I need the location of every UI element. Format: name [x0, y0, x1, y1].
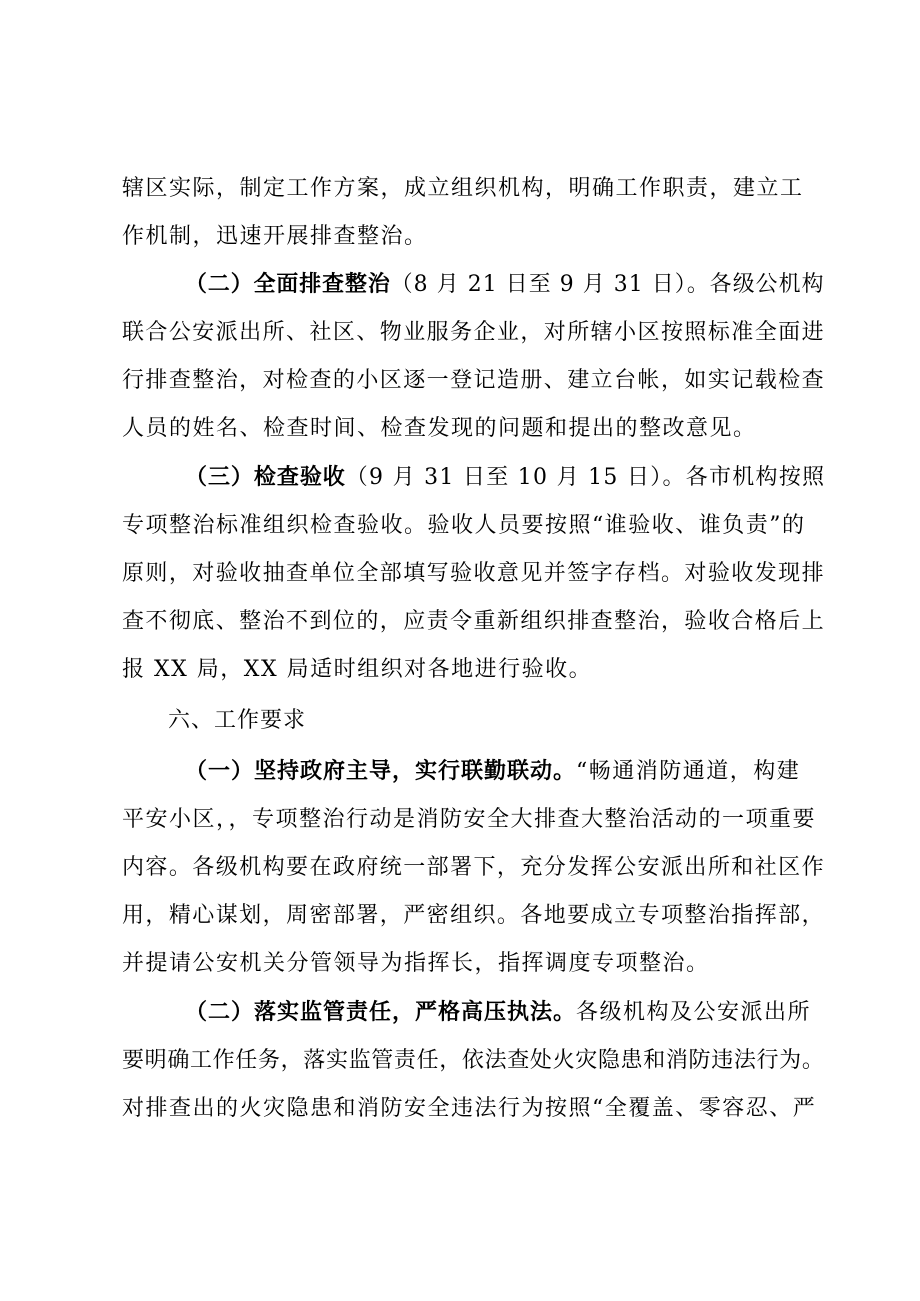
para4-line1	[185, 757, 800, 787]
para4-line3: 内容。各级机构要在政府统一部署下，充分发挥公安派出所和社区作	[122, 855, 826, 880]
para4-line2: 平安小区，，专项整治行动是消防安全大排查大整治活动的一项重要	[122, 807, 817, 832]
para2-line1-rest: （8 月 21 日至 9 月 31 日）。各级公机构	[390, 272, 825, 297]
para2-lead: （二）全面排查整治	[185, 272, 391, 297]
para1-line1: 辖区实际，制定工作方案，成立组织机构，明确工作职责，建立工	[122, 176, 804, 201]
para2-line1	[185, 270, 825, 300]
para4-line4: 用，精心谋划，周密部署，严密组织。各地要成立专项整治指挥部，	[122, 903, 826, 928]
para3-line2: 专项整治标准组织检查验收。验收人员要按照“谁验收、谁负责”的	[122, 513, 806, 538]
para3-line1-rest: （9 月 31 日至 10 月 15 日）。各市机构按照	[345, 465, 826, 490]
para3-line5: 报 XX 局，XX 局适时组织对各地进行验收。	[122, 657, 593, 682]
para2-line3: 行排查整治，对检查的小区逐一登记造册、建立台帐，如实记载检查	[122, 368, 826, 393]
section6-heading: 六、工作要求	[168, 708, 307, 733]
para4-lead: （一）坚持政府主导，实行联勤联动。	[185, 759, 577, 784]
para5-line1	[185, 998, 811, 1028]
para5-line2: 要明确工作任务，落实监管责任，依法查处火灾隐患和消防违法行为。	[122, 1048, 825, 1073]
para5-line1-rest: 各级机构及公安派出所	[576, 1000, 812, 1025]
para2-line2: 联合公安派出所、社区、物业服务企业，对所辖小区按照标准全面进	[122, 320, 826, 345]
para5-line3: 对排查出的火灾隐患和消防安全违法行为按照“全覆盖、零容忍、严	[122, 1096, 817, 1121]
para3-line4: 查不彻底、整治不到位的，应责令重新组织排查整治，验收合格后上	[122, 609, 826, 634]
para2-line4: 人员的姓名、检查时间、检查发现的问题和提出的整改意见。	[122, 416, 757, 441]
para5-lead: （二）落实监管责任，严格高压执法。	[185, 1000, 577, 1025]
para3-line3: 原则，对验收抽查单位全部填写验收意见并签字存档。对验收发现排	[122, 561, 826, 586]
para4-line1-rest: “畅通消防通道，构建	[576, 759, 801, 784]
para4-line5: 并提请公安机关分管领导为指挥长，指挥调度专项整治。	[122, 951, 710, 976]
para3-lead: （三）检查验收	[185, 465, 346, 490]
para3-line1	[185, 463, 825, 493]
para1-line2: 作机制，迅速开展排查整治。	[122, 224, 428, 249]
